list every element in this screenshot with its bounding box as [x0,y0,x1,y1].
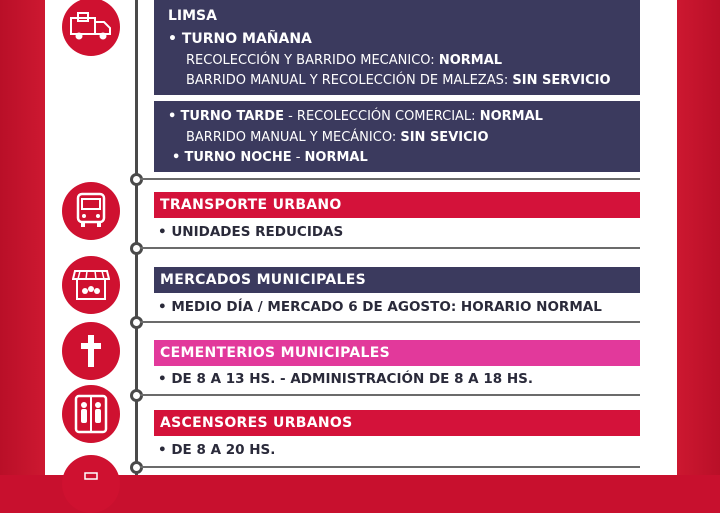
bullet: • [168,31,177,47]
mercados-bullet [158,299,602,315]
divider-line [140,178,640,180]
line4-label: BARRIDO MANUAL Y MECÁNICO: [186,130,397,145]
turno-tarde [168,109,543,124]
cementerios-header: CEMENTERIOS MUNICIPALES [154,340,640,366]
divider-line [140,394,640,396]
bullet: • [158,442,167,458]
transporte-bullet-text: UNIDADES REDUCIDAS [171,224,344,240]
line4-value: SIN SEVICIO [400,130,489,145]
cementerios-bullet-text: DE 8 A 13 HS. - ADMINISTRACIÓN DE 8 A 18 HS. [171,371,533,387]
bullet: • [158,299,167,315]
cross-icon [62,322,120,380]
turno-manana [168,31,312,47]
limsa-line-1 [186,53,502,68]
turno-noche-value: NORMAL [304,150,368,165]
transporte-header: TRANSPORTE URBANO [154,192,640,218]
elevator-icon [62,385,120,443]
taxi-icon [62,455,120,513]
transporte-bullet [158,224,343,240]
divider-line [140,466,640,468]
bullet: • [168,109,177,124]
turno-tarde-rest: - RECOLECCIÓN COMERCIAL: [283,109,476,124]
bullet: • [158,371,167,387]
bullet: • [172,150,181,165]
turno-noche [172,150,368,165]
limsa-title: LIMSA [168,8,217,24]
cementerios-bullet [158,371,533,387]
limsa-line-4 [186,130,489,145]
ascensores-bullet-text: DE 8 A 20 HS. [171,442,276,458]
limsa-box-evening [154,101,640,172]
line1-label: RECOLECCIÓN Y BARRIDO MECANICO: [186,53,435,68]
ascensores-bullet [158,442,275,458]
market-stall-icon [62,256,120,314]
bullet: • [158,224,167,240]
mercados-header: MERCADOS MUNICIPALES [154,267,640,293]
turno-noche-label: TURNO NOCHE [184,150,292,165]
turno-tarde-value: NORMAL [479,109,543,124]
ascensores-header: ASCENSORES URBANOS [154,410,640,436]
mercados-bullet-text: MEDIO DÍA / MERCADO 6 DE AGOSTO: HORARIO NORMAL [171,299,602,315]
line2-label: BARRIDO MANUAL Y RECOLECCIÓN DE MALEZAS: [186,73,509,88]
line1-value: NORMAL [438,53,503,68]
garbage-truck-icon [62,0,120,56]
limsa-line-2 [186,73,611,88]
line2-value: SIN SERVICIO [512,73,611,88]
divider-line [140,321,640,323]
bus-icon [62,182,120,240]
turno-tarde-label: TURNO TARDE [180,109,284,124]
timeline-line [135,0,138,475]
limsa-box-morning [154,0,640,95]
turno-noche-sep: - [291,150,305,165]
divider-line [140,247,640,249]
turno-manana-label: TURNO MAÑANA [181,31,312,47]
